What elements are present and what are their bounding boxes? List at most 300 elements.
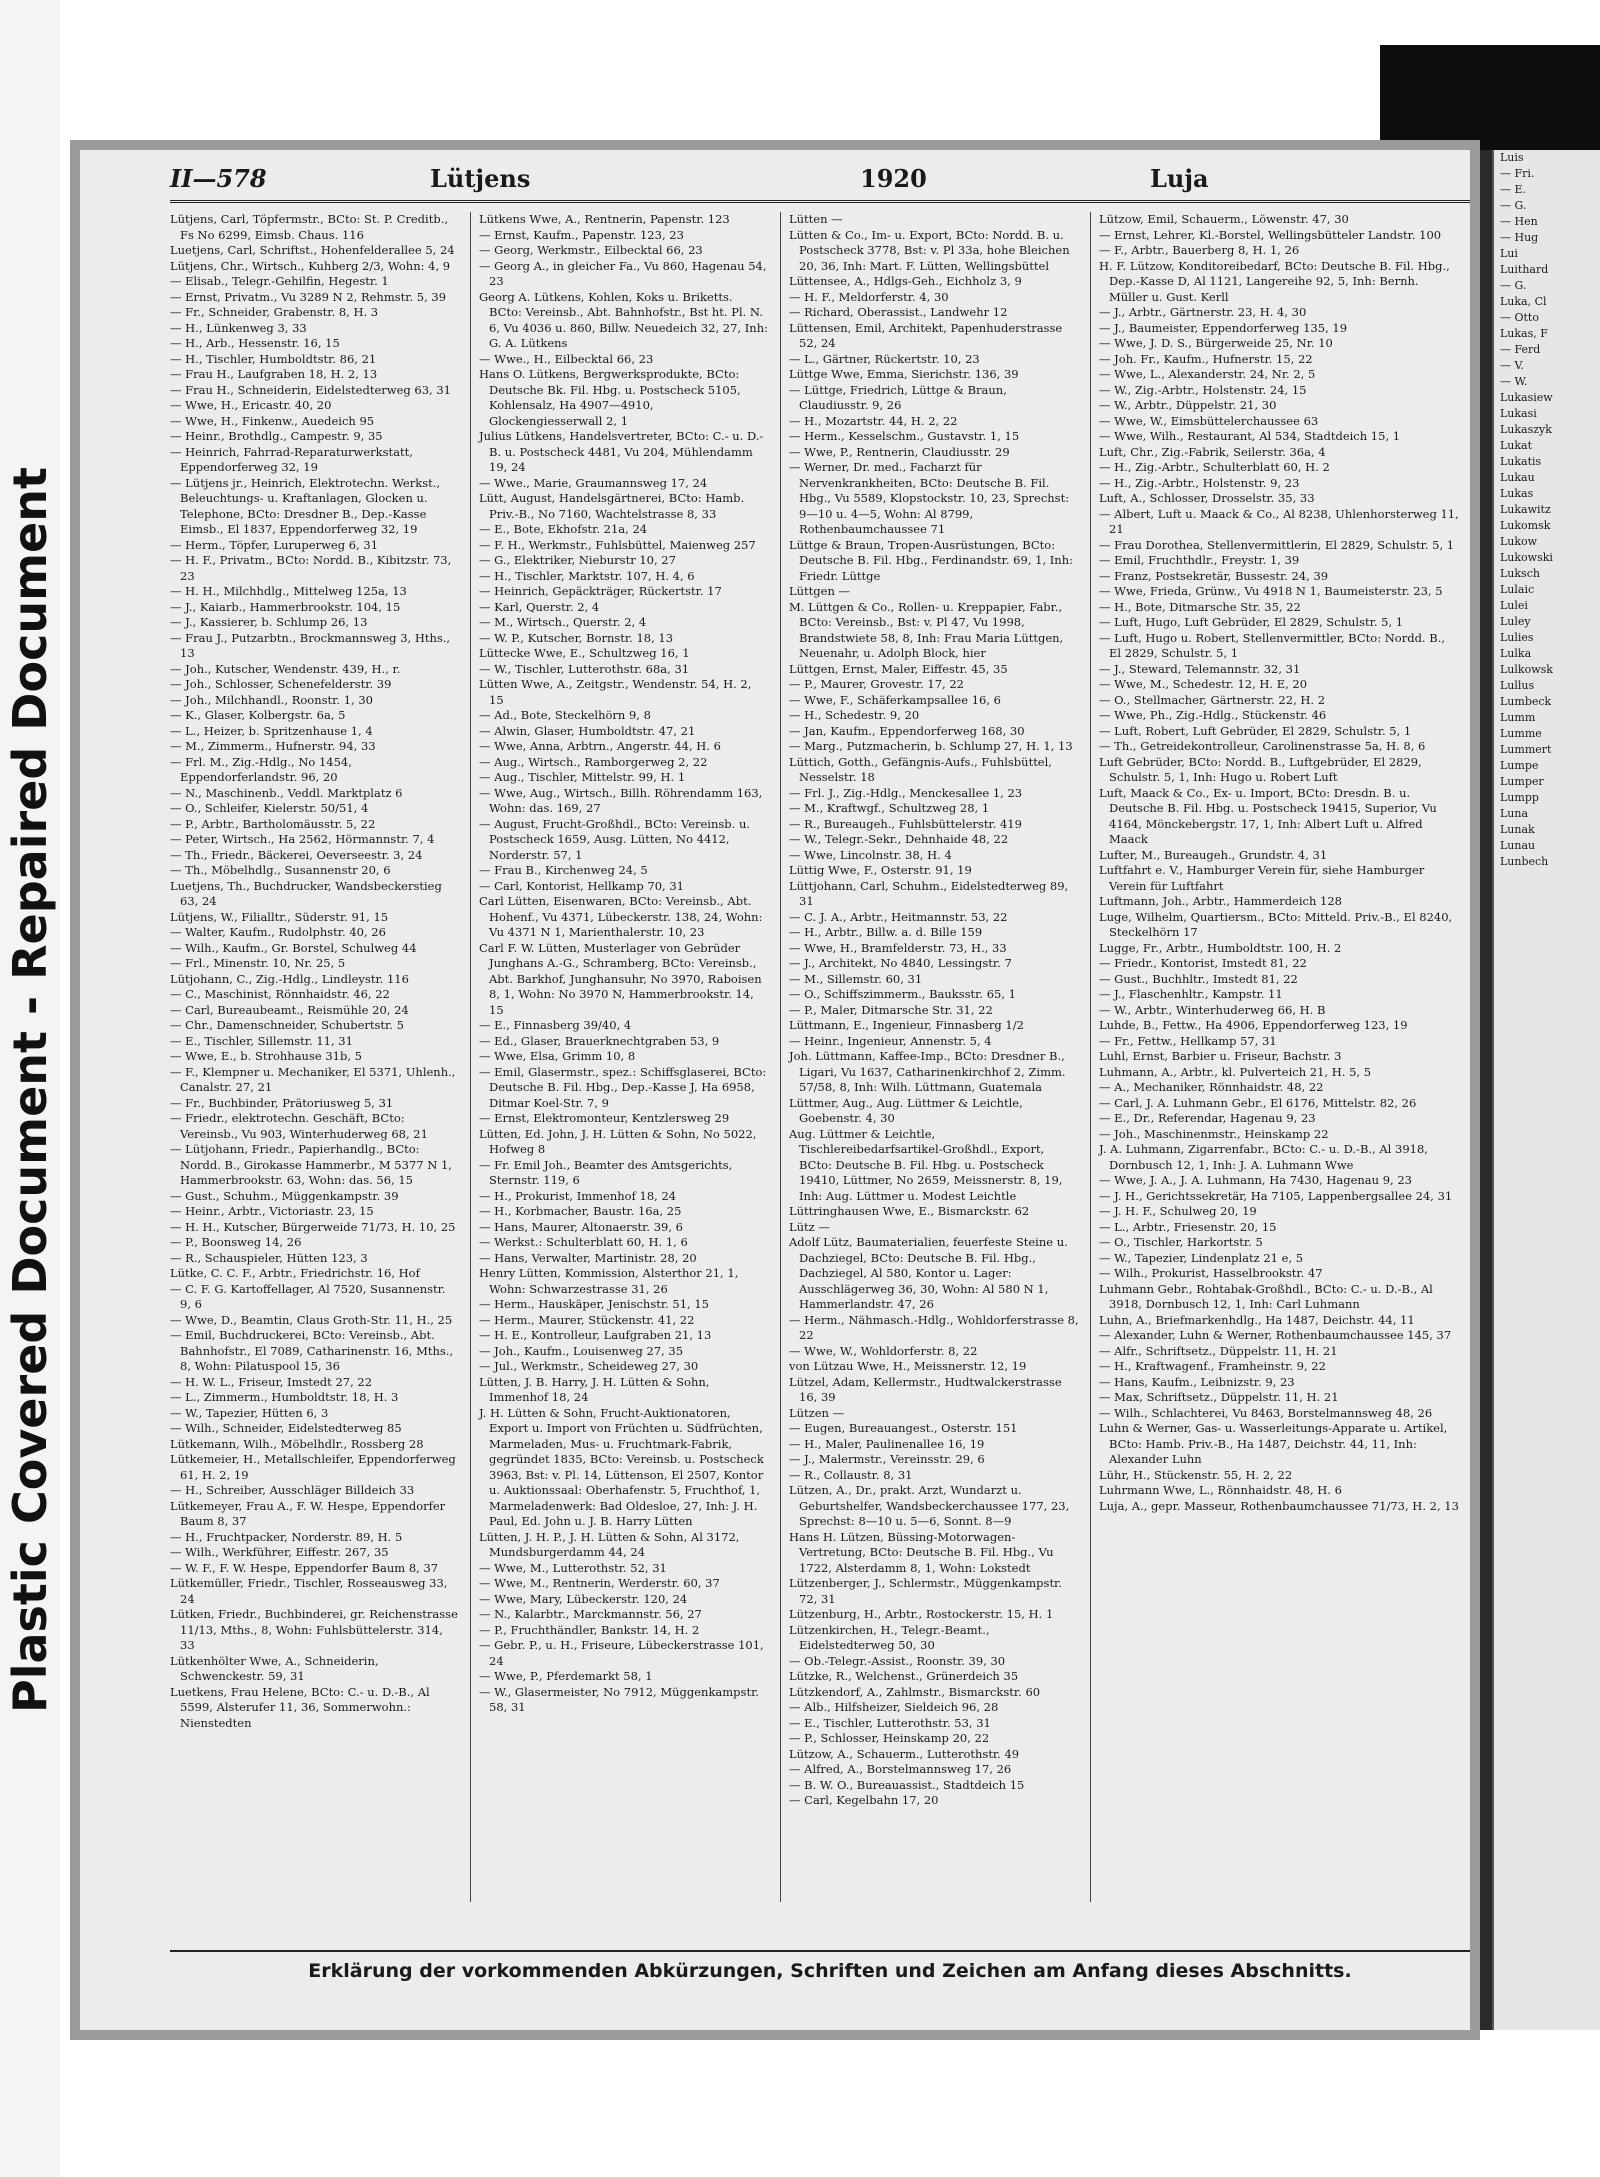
directory-entry: J. A. Luhmann, Zigarrenfabr., BCto: C.- u. D.-B., Al 3918, Dornbusch 12, 1, Inh: J. A. Luhmann Wwe [1099, 1142, 1428, 1172]
directory-entry: Lützenkirchen, H., Telegr.-Beamt., Eidelstedterweg 50, 30 [789, 1622, 990, 1652]
directory-entry: — H., Fruchtpacker, Norderstr. 89, H. 5 [170, 1529, 403, 1544]
directory-entry: Lütten Wwe, A., Zeitgstr., Wendenstr. 54, H. 2, 15 [479, 677, 752, 707]
directory-entry: — E., Finnasberg 39/40, 4 [479, 1018, 632, 1032]
directory-entry: — Herm., Nähmasch.-Hdlg., Wohldorferstrasse 8, 22 [789, 1312, 1079, 1342]
directory-entry: Lüttge & Braun, Tropen-Ausrüstungen, BCto: Deutsche B. Fil. Hbg., Ferdinandstr. 69, 1, Inh: Friedr. Lüttge [789, 537, 1073, 583]
directory-entry: — Joh., Milchhandl., Roonstr. 1, 30 [170, 692, 373, 707]
directory-entry: — W., Tapezier, Lindenplatz 21 e, 5 [1099, 1250, 1304, 1265]
directory-entry: Hans H. Lützen, Büssing-Motorwagen-Vertretung, BCto: Deutsche B. Fil. Hbg., Vu 1722, Alsterdamm 8, 1, Wohn: Lokstedt [789, 1529, 1054, 1575]
directory-entry: — H. H., Milchhdlg., Mittelweg 125a, 13 [170, 584, 407, 598]
directory-entry: Lütjens, Carl, Töpfermstr., BCto: St. P. Creditb., Fs No 6299, Eimsb. Chaus. 116 [170, 212, 448, 242]
adjacent-page-fragment: Lulaic [1500, 583, 1535, 596]
directory-entry: Lütkemann, Wilh., Möbelhdlr., Rossberg 28 [170, 1436, 424, 1451]
adjacent-page-fragment: Lukasiew [1500, 391, 1553, 404]
adjacent-page-fragment: Luithard [1500, 263, 1549, 276]
directory-entry: Luetjens, Th., Buchdrucker, Wandsbeckerstieg 63, 24 [170, 878, 442, 908]
directory-entry: — Alexander, Luhn & Werner, Rothenbaumchaussee 145, 37 [1099, 1328, 1452, 1342]
directory-entry: — K., Glaser, Kolbergstr. 6a, 5 [170, 708, 346, 722]
column-4 [1090, 212, 1459, 1902]
directory-entry: — L., Zimmerm., Humboldtstr. 18, H. 3 [170, 1390, 399, 1404]
directory-entry: — Wilh., Prokurist, Hasselbrookstr. 47 [1099, 1266, 1323, 1280]
adjacent-page-fragment: — Otto [1500, 311, 1539, 324]
directory-entry: — Gebr. P., u. H., Friseure, Lübeckerstrasse 101, 24 [479, 1638, 764, 1668]
directory-entry: — Georg A., in gleicher Fa., Vu 860, Hagenau 54, 23 [479, 258, 767, 288]
directory-entry: — O., Stellmacher, Gärtnerstr. 22, H. 2 [1099, 692, 1326, 707]
adjacent-page-fragment: Lukas [1500, 487, 1534, 500]
directory-entry: — J. H. F., Schulweg 20, 19 [1099, 1204, 1257, 1218]
directory-entry: — Wwe, L., Alexanderstr. 24, Nr. 2, 5 [1099, 367, 1316, 381]
directory-entry: — Wwe, Elsa, Grimm 10, 8 [479, 1049, 636, 1063]
adjacent-page-fragment: — G. [1500, 199, 1527, 212]
directory-entry: Luftmann, Joh., Arbtr., Hammerdeich 128 [1099, 894, 1342, 908]
directory-entry: — Heinr., Ingenieur, Annenstr. 5, 4 [789, 1033, 992, 1048]
adjacent-page-fragment: Lumper [1500, 775, 1544, 788]
directory-entry: Lützel, Adam, Kellermstr., Hudtwalckerstrasse 16, 39 [789, 1374, 1062, 1404]
adjacent-page-fragment: Lulei [1500, 599, 1528, 612]
directory-entry: — W. F., F. W. Hespe, Eppendorfer Baum 8, 37 [170, 1560, 439, 1575]
page-header [170, 160, 1480, 203]
directory-entry: — Hans, Kaufm., Leibnizstr. 9, 23 [1099, 1374, 1295, 1389]
directory-entry: — Ernst, Privatm., Vu 3289 N 2, Rehmstr. 5, 39 [170, 289, 447, 304]
directory-entry: Lütkemeier, H., Metallschleifer, Eppendorferweg 61, H. 2, 19 [170, 1452, 456, 1482]
directory-entry: — Wwe, J. D. S., Bürgerweide 25, Nr. 10 [1099, 336, 1333, 350]
directory-entry: — Wwe, M., Lutterothstr. 52, 31 [479, 1560, 667, 1575]
directory-entry: — Herm., Töpfer, Luruperweg 6, 31 [170, 537, 379, 552]
adjacent-page-fragment: — V. [1500, 359, 1525, 372]
directory-entry: — Jul., Werkmstr., Scheideweg 27, 30 [479, 1359, 699, 1373]
directory-entry: — M., Zimmerm., Hufnerstr. 94, 33 [170, 739, 376, 753]
directory-entry: — Franz, Postsekretär, Bussestr. 24, 39 [1099, 568, 1329, 583]
adjacent-page-fragment: Lukowski [1500, 551, 1553, 564]
directory-entry: — Joh., Maschinenmstr., Heinskamp 22 [1099, 1126, 1329, 1141]
directory-entry: Lüttensen, Emil, Architekt, Papenhuderstrasse 52, 24 [789, 320, 1063, 350]
adjacent-page-fragment: Lukas, F [1500, 327, 1548, 340]
directory-entry: — H., Lünkenweg 3, 33 [170, 320, 307, 335]
adjacent-page-fragment: Lunak [1500, 823, 1535, 836]
directory-entry: — W., Zig.-Arbtr., Holstenstr. 24, 15 [1099, 382, 1307, 397]
directory-entry: Lüttmer, Aug., Aug. Lüttmer & Leichtle, Goebenstr. 4, 30 [789, 1095, 1023, 1125]
directory-entry: — Herm., Maurer, Stückenstr. 41, 22 [479, 1312, 695, 1327]
directory-entry: Lütkens Wwe, A., Rentnerin, Papenstr. 123 [479, 212, 730, 226]
directory-entry: — R., Schauspieler, Hütten 123, 3 [170, 1250, 368, 1265]
abbreviation-note: Erklärung der vorkommenden Abkürzungen, Schriften und Zeichen am Anfang dieses Abschnitts. [170, 1950, 1480, 1990]
dark-corner-block [1380, 45, 1600, 155]
directory-entry: Lütkenhölter Wwe, A., Schneiderin, Schwenckestr. 59, 31 [170, 1653, 379, 1683]
directory-entry: — Frl. J., Zig.-Hdlg., Menckesallee 1, 23 [789, 785, 1023, 800]
directory-entry: — Wwe, Wilh., Restaurant, Al 534, Stadtdeich 15, 1 [1099, 429, 1401, 443]
directory-entry: — F. H., Werkmstr., Fuhlsbüttel, Maienweg 257 [479, 537, 756, 552]
adjacent-page-fragment: — E. [1500, 183, 1527, 196]
adjacent-page-fragment: Lumpp [1500, 791, 1539, 804]
directory-entry: — H., Arbtr., Billw. a. d. Bille 159 [789, 925, 983, 939]
directory-entry: — Wwe, P., Rentnerin, Claudiusstr. 29 [789, 444, 1010, 459]
directory-entry: — W., Telegr.-Sekr., Dehnhaide 48, 22 [789, 832, 1009, 846]
directory-entry: — Wilh., Werkführer, Eiffestr. 267, 35 [170, 1545, 389, 1559]
directory-entry: — B. W. O., Bureauassist., Stadtdeich 15 [789, 1777, 1025, 1792]
directory-entry: Lüttig Wwe, F., Osterstr. 91, 19 [789, 863, 972, 877]
directory-entry: — Georg, Werkmstr., Eilbecktal 66, 23 [479, 243, 703, 257]
directory-entry: — A., Mechaniker, Rönnhaidstr. 48, 22 [1099, 1080, 1324, 1094]
directory-entry: — Fr., Fettw., Hellkamp 57, 31 [1099, 1033, 1277, 1048]
directory-entry: — H., Tischler, Humboldtstr. 86, 21 [170, 351, 377, 366]
adjacent-page-fragment: Luley [1500, 615, 1531, 628]
directory-entry: M. Lüttgen & Co., Rollen- u. Kreppapier, Fabr., BCto: Vereinsb., Bst: v. Pl 47, Vu 1998, Brandstwiete 58, 8, Inh: Frau Maria Lüttgen, Neuenahr, u. Adolph Block, hier [789, 599, 1064, 660]
directory-entry: Luhl, Ernst, Barbier u. Friseur, Bachstr. 3 [1099, 1049, 1342, 1063]
directory-entry: — P., Maurer, Grovestr. 17, 22 [789, 677, 964, 691]
directory-entry: — Wwe, Mary, Lübeckerstr. 120, 24 [479, 1591, 688, 1606]
directory-entry: — H., Kraftwagenf., Framheinstr. 9, 22 [1099, 1359, 1326, 1373]
directory-entry: Luetjens, Carl, Schriftst., Hohenfelderallee 5, 24 [170, 243, 455, 257]
directory-entry: — Th., Getreidekontrolleur, Carolinenstrasse 5a, H. 8, 6 [1099, 739, 1426, 753]
directory-entry: Lüttgen — [789, 584, 851, 598]
directory-entry: — Wwe., H., Eilbecktal 66, 23 [479, 351, 654, 366]
directory-entry: Adolf Lütz, Baumaterialien, feuerfeste Steine u. Dachziegel, BCto: Deutsche B. Fil. Hbg., Dachziegel, Al 580, Kontor u. Lager: Ausschlägerweg 36, 30, Wohn: Al 580 N 1, Hammerlandstr. 47, 26 [789, 1235, 1068, 1311]
directory-entry: Luhmann Gebr., Rohtabak-Großhdl., BCto: C.- u. D.-B., Al 3918, Dornbusch 12, 1, Inh: Carl Luhmann [1099, 1281, 1433, 1311]
adjacent-page-fragment: — W. [1500, 375, 1528, 388]
adjacent-page-fragment: — Hug [1500, 231, 1539, 244]
adjacent-page-fragment: Lukaszyk [1500, 423, 1552, 436]
directory-entry: — Ad., Bote, Steckelhörn 9, 8 [479, 708, 651, 722]
directory-entry: Lütjohann, C., Zig.-Hdlg., Lindleystr. 116 [170, 971, 409, 986]
adjacent-page-fragment: Lui [1500, 247, 1518, 260]
directory-entry: — Joh. Fr., Kaufm., Hufnerstr. 15, 22 [1099, 351, 1313, 366]
directory-entry: Lützen, A., Dr., prakt. Arzt, Wundarzt u. Geburtshelfer, Wandsbeckerchaussee 177, 23, Sprechst: 8—10 u. 5—6, Sonnt. 8—9 [789, 1483, 1070, 1528]
directory-entry: — Friedr., Kontorist, Imstedt 81, 22 [1099, 956, 1307, 970]
directory-entry: — W., Arbtr., Winterhuderweg 66, H. B [1099, 1002, 1326, 1017]
directory-entry: — Wwe, H., Ericastr. 40, 20 [170, 398, 332, 412]
directory-entry: Lütten, J. H. P., J. H. Lütten & Sohn, Al 3172, Mundsburgerdamm 44, 24 [479, 1529, 740, 1559]
adjacent-page-fragment: Lukau [1500, 471, 1535, 484]
adjacent-page-fragment: Lummert [1500, 743, 1552, 756]
directory-entry: — Frl. M., Zig.-Hdlg., No 1454, Eppendorferlandstr. 96, 20 [170, 754, 352, 784]
directory-entry: — C. J. A., Arbtr., Heitmannstr. 53, 22 [789, 909, 1008, 924]
directory-entry: — Wwe, Lincolnstr. 38, H. 4 [789, 847, 952, 862]
adjacent-page-fragment: Lukow [1500, 535, 1538, 548]
directory-entry: von Lützau Wwe, H., Meissnerstr. 12, 19 [789, 1359, 1027, 1373]
directory-entry: — Wilh., Kaufm., Gr. Borstel, Schulweg 44 [170, 940, 417, 955]
directory-entry: — Wwe, J. A., J. A. Luhmann, Ha 7430, Hagenau 9, 23 [1099, 1173, 1412, 1187]
directory-entry: — Max, Schriftsetz., Düppelstr. 11, H. 21 [1099, 1390, 1339, 1404]
directory-entry: — P., Fruchthändler, Bankstr. 14, H. 2 [479, 1622, 700, 1637]
directory-entry: Lützkendorf, A., Zahlmstr., Bismarckstr. 60 [789, 1684, 1041, 1699]
adjacent-page-fragment: — G. [1500, 279, 1527, 292]
directory-entry: — M., Sillemstr. 60, 31 [789, 971, 923, 986]
directory-entry: — H. F., Meldorferstr. 4, 30 [789, 289, 949, 304]
directory-entry: — Herm., Hauskäper, Jenischstr. 51, 15 [479, 1297, 709, 1311]
directory-entry: Carl F. W. Lütten, Musterlager von Gebrüder Junghans A.-G., Schramberg, BCto: Vereinsb., Abt. Barkhof, Junghansuhr, No 3970, Raboisen 8, 1, Wohn: No 3970 N, Hammerbrookstr. 14, 15 [479, 940, 762, 1017]
directory-entry: H. F. Lützow, Konditoreibedarf, BCto: Deutsche B. Fil. Hbg., Dep.-Kasse D, Al 1121, Langereihe 92, 5, Inh: Bernh. Müller u. Gust. Kerll [1099, 258, 1450, 304]
directory-entry: — W., Glasermeister, No 7912, Müggenkampstr. 58, 31 [479, 1684, 759, 1714]
directory-entry: — H., Prokurist, Immenhof 18, 24 [479, 1188, 677, 1203]
directory-entry: — Wwe, W., Wohldorferstr. 8, 22 [789, 1343, 978, 1358]
directory-entry: — Friedr., elektrotechn. Geschäft, BCto: Vereinsb., Vu 903, Winterhuderweg 68, 21 [170, 1111, 428, 1141]
directory-entry: Georg A. Lütkens, Kohlen, Koks u. Briketts. BCto: Vereinsb., Abt. Bahnhofstr., Bst ht. Pl. N. 6, Vu 4036 u. 860, Billw. Neuedeich 32, 27, Inh: G. A. Lütkens [479, 289, 768, 350]
directory-entry: — Luft, Hugo u. Robert, Stellenvermittler, BCto: Nordd. B., El 2829, Schulstr. 5, 1 [1099, 630, 1446, 660]
directory-entry: Lüttmann, E., Ingenieur, Finnasberg 1/2 [789, 1018, 1024, 1032]
directory-entry: — Wwe, P., Pferdemarkt 58, 1 [479, 1669, 653, 1683]
directory-entry: — H., Zig.-Arbtr., Schulterblatt 60, H. 2 [1099, 460, 1330, 474]
directory-entry: — Ernst, Kaufm., Papenstr. 123, 23 [479, 227, 684, 242]
directory-entry: Luhmann, A., Arbtr., kl. Pulverteich 21, H. 5, 5 [1099, 1064, 1372, 1079]
header-left-keyword: Lütjens [430, 164, 531, 193]
directory-entry: — Wilh., Schlachterei, Vu 8463, Borstelmannsweg 48, 26 [1099, 1405, 1433, 1420]
directory-entry: — Hans, Maurer, Altonaerstr. 39, 6 [479, 1219, 683, 1234]
directory-entry: — H., Bote, Ditmarsche Str. 35, 22 [1099, 599, 1301, 614]
directory-entry: — Frau Dorothea, Stellenvermittlerin, El 2829, Schulstr. 5, 1 [1099, 537, 1455, 552]
directory-entry: Lütten & Co., Im- u. Export, BCto: Nordd. B. u. Postscheck 3778, Bst: v. Pl 33a, hohe Bleichen 20, 36, Inh: Mart. F. Lütten, Wellingsbüttel [789, 227, 1070, 273]
directory-entry: Lütjens, Chr., Wirtsch., Kuhberg 2/3, Wohn: 4, 9 [170, 258, 451, 273]
directory-entry: Luhn & Werner, Gas- u. Wasserleitungs-Apparate u. Artikel, BCto: Hamb. Priv.-B., Ha 1487, Deichstr. 44, 11, Inh: Alexander Luhn [1099, 1421, 1448, 1466]
directory-entry: — Carl, Bureaubeamt., Reismühle 20, 24 [170, 1002, 409, 1017]
directory-entry: — P., Maler, Ditmarsche Str. 31, 22 [789, 1002, 993, 1017]
adjacent-page-fragment: Lumm [1500, 711, 1536, 724]
directory-entry: — H., Arb., Hessenstr. 16, 15 [170, 336, 340, 350]
adjacent-page-fragment: Luis [1500, 151, 1524, 164]
directory-entry: Lüttringhausen Wwe, E., Bismarckstr. 62 [789, 1204, 1030, 1218]
directory-entry: — M., Kraftwgf., Schultzweg 28, 1 [789, 801, 990, 815]
directory-entry: — H., Schreiber, Ausschläger Billdeich 33 [170, 1483, 415, 1497]
header-year: 1920 [860, 164, 927, 193]
directory-entry: Lütkemüller, Friedr., Tischler, Rosseausweg 33, 24 [170, 1576, 448, 1606]
directory-entry: — J., Baumeister, Eppendorferweg 135, 19 [1099, 320, 1348, 335]
directory-entry: — C. F. G. Kartoffellager, Al 7520, Susannenstr. 9, 6 [170, 1281, 446, 1311]
directory-entry: — Carl, J. A. Luhmann Gebr., El 6176, Mittelstr. 82, 26 [1099, 1095, 1417, 1110]
adjacent-page-fragment: Lukomsk [1500, 519, 1551, 532]
directory-entry: — Heinr., Arbtr., Victoriastr. 23, 15 [170, 1204, 374, 1218]
directory-entry: Henry Lütten, Kommission, Alsterthor 21, 1, Wohn: Schwarzestrasse 31, 26 [479, 1266, 739, 1296]
directory-entry: Aug. Lüttmer & Leichtle, Tischlereibedarfsartikel-Großhdl., Export, BCto: Deutsche B. Fil. Hbg. u. Postscheck 19410, Lüttmer, No 2659, Meissnerstr. 8, 19, Inh: Aug. Lüttmer u. Modest Leichtle [789, 1126, 1063, 1203]
directory-entry: J. H. Lütten & Sohn, Frucht-Auktionatoren, Export u. Import von Früchten u. Südfrüchten, Marmeladen, Mus- u. Fruchtmark-Fabrik, gegründet 1835, BCto: Vereinsb. u. Postscheck 3963, Bst: v. Pl. 14, Lüttenson, El 2507, Kontor u. Auktionssaal: Oberhafenstr. 5, Fruchthof, 1, Marmeladenwerk: Bad Oldesloe, 27, Inh: J. H. Paul, Ed. John u. J. B. Harry Lütten [479, 1405, 764, 1528]
scanned-page [70, 140, 1480, 2040]
directory-entry: — Wwe, M., Rentnerin, Werderstr. 60, 37 [479, 1576, 720, 1590]
directory-entry: — Lütjohann, Friedr., Papierhandlg., BCto: Nordd. B., Girokasse Hammerbr., M 5377 N 1, Hammerbrookstr. 63, Wohn: das. 56, 15 [170, 1142, 452, 1187]
directory-entry: — Peter, Wirtsch., Ha 2562, Hörmannstr. 7, 4 [170, 832, 435, 846]
directory-entry: Lüttecke Wwe, E., Schultzweg 16, 1 [479, 646, 690, 660]
directory-entry: — E., Tischler, Lutterothstr. 53, 31 [789, 1715, 991, 1730]
directory-entry: — Frau B., Kirchenweg 24, 5 [479, 863, 648, 877]
directory-entry: — Chr., Damenschneider, Schubertstr. 5 [170, 1018, 404, 1032]
directory-entry: — W. P., Kutscher, Bornstr. 18, 13 [479, 630, 674, 645]
directory-entry: — W., Tapezier, Hütten 6, 3 [170, 1405, 329, 1420]
directory-entry: — Wwe, M., Schedestr. 12, H. E, 20 [1099, 677, 1308, 691]
directory-entry: Lüttge Wwe, Emma, Sierichstr. 136, 39 [789, 367, 1019, 381]
directory-entry: — Wwe, Frieda, Grünw., Vu 4918 N 1, Baumeisterstr. 23, 5 [1099, 584, 1443, 598]
page-number: II—578 [170, 164, 267, 193]
directory-entry: Lützen — [789, 1405, 845, 1420]
directory-entry: Luge, Wilhelm, Quartiersm., BCto: Mitteld. Priv.-B., El 8240, Steckelhörn 17 [1099, 909, 1453, 939]
directory-entry: — Marg., Putzmacherin, b. Schlump 27, H. 1, 13 [789, 739, 1073, 753]
directory-entry: — O., Schleifer, Kielerstr. 50/51, 4 [170, 801, 369, 815]
directory-entry: — Ed., Glaser, Brauerknechtgraben 53, 9 [479, 1033, 720, 1048]
directory-entry: — H. F., Privatm., BCto: Nordd. B., Kibitzstr. 73, 23 [170, 553, 452, 583]
adjacent-page-fragment: Lulies [1500, 631, 1534, 644]
directory-entry: — J., Malermstr., Vereinsstr. 29, 6 [789, 1452, 985, 1466]
directory-entry: Lütten, J. B. Harry, J. H. Lütten & Sohn, Immenhof 18, 24 [479, 1374, 710, 1404]
directory-entry: — H., Mozartstr. 44, H. 2, 22 [789, 413, 958, 428]
directory-entry: — Wwe, F., Schäferkampsallee 16, 6 [789, 692, 1001, 707]
adjacent-page-fragment: Lukasi [1500, 407, 1537, 420]
directory-entry: Lüttjohann, Carl, Schuhm., Eidelstedterweg 89, 31 [789, 878, 1069, 908]
directory-entry: — Frau J., Putzarbtn., Brockmannsweg 3, Hths., 13 [170, 630, 451, 660]
adjacent-page-fragment: Lukawitz [1500, 503, 1551, 516]
directory-entry: — J., Arbtr., Gärtnerstr. 23, H. 4, 30 [1099, 305, 1307, 319]
directory-entry: — N., Kalarbtr., Marckmannstr. 56, 27 [479, 1607, 702, 1621]
directory-entry: — Ob.-Telegr.-Assist., Roonstr. 39, 30 [789, 1653, 1006, 1668]
directory-entry: — Heinrich, Fahrrad-Reparaturwerkstatt, Eppendorferweg 32, 19 [170, 444, 413, 474]
directory-entry: Lütkemeyer, Frau A., F. W. Hespe, Eppendorfer Baum 8, 37 [170, 1498, 446, 1528]
directory-entry: Hans O. Lütkens, Bergwerksprodukte, BCto: Deutsche Bk. Fil. Hbg. u. Postscheck 5105, Kohlensalz, Ha 4907—4910, Glockengiesserwall 2, 1 [479, 367, 741, 428]
directory-entry: — R., Bureaugeh., Fuhlsbüttelerstr. 419 [789, 816, 1022, 831]
directory-entry: — Alb., Hilfsheizer, Sieldeich 96, 28 [789, 1700, 999, 1714]
adjacent-page-fragment: Lunbech [1500, 855, 1549, 868]
directory-entry: — Gust., Buchhltr., Imstedt 81, 22 [1099, 971, 1298, 986]
directory-entry: — J., Flaschenhltr., Kampstr. 11 [1099, 987, 1283, 1001]
adjacent-page-fragment: Luna [1500, 807, 1529, 820]
directory-entry: — Herm., Kesselschm., Gustavstr. 1, 15 [789, 429, 1020, 443]
directory-entry: — Richard, Oberassist., Landwehr 12 [789, 305, 1008, 319]
directory-entry: — Walter, Kaufm., Rudolphstr. 40, 26 [170, 925, 386, 939]
directory-entry: Joh. Lüttmann, Kaffee-Imp., BCto: Dresdner B., Ligari, Vu 1637, Catharinenkirchhof 2, Zimm. 57/58, 8, Inh: Wilh. Lüttmann, Guatemala [789, 1049, 1066, 1094]
directory-entry: — Gust., Schuhm., Müggenkampstr. 39 [170, 1188, 399, 1203]
directory-entry: — J., Kassierer, b. Schlump 26, 13 [170, 615, 368, 629]
directory-entry: — Alwin, Glaser, Humboldtstr. 47, 21 [479, 723, 696, 738]
directory-entry: Lützow, A., Schauerm., Lutterothstr. 49 [789, 1746, 1020, 1761]
directory-entry: — Emil, Fruchthdlr., Freystr. 1, 39 [1099, 553, 1300, 567]
adjacent-page-fragment: Lulkowsk [1500, 663, 1553, 676]
directory-entry: Lüttensee, A., Hdlgs-Geh., Eichholz 3, 9 [789, 274, 1022, 288]
directory-entry: Lützow, Emil, Schauerm., Löwenstr. 47, 30 [1099, 212, 1349, 226]
directory-entry: — C., Maschinist, Rönnhaidstr. 46, 22 [170, 987, 390, 1001]
adjacent-page-fragment: — Fri. [1500, 167, 1535, 180]
directory-entry: Luft, A., Schlosser, Drosselstr. 35, 33 [1099, 491, 1315, 505]
directory-entry: — W., Arbtr., Düppelstr. 21, 30 [1099, 398, 1277, 412]
directory-entry: Carl Lütten, Eisenwaren, BCto: Vereinsb., Abt. Hohenf., Vu 4371, Lübeckerstr. 138, 24, Wohn: Vu 4371 N 1, Marienthalerstr. 10, 23 [479, 894, 763, 939]
directory-entry: Luft, Maack & Co., Ex- u. Import, BCto: Dresdn. B. u. Deutsche B. Fil. Hbg. u. Postscheck 19415, Superior, Vu 4164, Mönckebergstr. 17, 1, Inh: Albert Luft u. Alfred Maack [1099, 785, 1437, 846]
directory-entry: Julius Lütkens, Handelsvertreter, BCto: C.- u. D.-B. u. Postscheck 4481, Vu 204, Mühlendamm 19, 24 [479, 429, 764, 474]
directory-entry: Luft, Chr., Zig.-Fabrik, Seilerstr. 36a, 4 [1099, 444, 1326, 459]
adjacent-page-fragment: — Hen [1500, 215, 1538, 228]
directory-entry: — Th., Friedr., Bäckerei, Oeverseestr. 3, 24 [170, 847, 423, 862]
directory-entry: Lützenburg, H., Arbtr., Rostockerstr. 15, H. 1 [789, 1607, 1054, 1621]
side-margin [0, 0, 60, 2177]
directory-entry: — M., Wirtsch., Querstr. 2, 4 [479, 615, 647, 629]
directory-entry: Luetkens, Frau Helene, BCto: C.- u. D.-B., Al 5599, Alsterufer 11, 36, Sommerwohn.: Nienstedten [170, 1684, 430, 1730]
directory-entry: — Joh., Schlosser, Schenefelderstr. 39 [170, 677, 392, 691]
directory-entry: — L., Arbtr., Friesenstr. 20, 15 [1099, 1219, 1277, 1234]
directory-entry: — Fr. Emil Joh., Beamter des Amtsgerichts, Sternstr. 119, 6 [479, 1157, 733, 1187]
directory-entry: — Alfred, A., Borstelmannsweg 17, 26 [789, 1762, 1012, 1776]
directory-entry: — Lütjens jr., Heinrich, Elektrotechn. Werkst., Beleuchtungs- u. Kraftanlagen, Glocken u. Telephone, BCto: Dresdner B., Dep.-Kasse Eimsb., El 1837, Eppendorferweg 32, 19 [170, 475, 441, 536]
directory-entry: — H., Maler, Paulinenallee 16, 19 [789, 1436, 985, 1451]
directory-entry: Lützke, R., Welchenst., Grünerdeich 35 [789, 1669, 1019, 1683]
directory-entry: — Wwe, W., Eimsbüttelerchaussee 63 [1099, 413, 1319, 428]
directory-entry: — Luft, Hugo, Luft Gebrüder, El 2829, Schulstr. 5, 1 [1099, 615, 1404, 629]
directory-entry: — F., Arbtr., Bauerberg 8, H. 1, 26 [1099, 243, 1300, 257]
directory-entry: Lütt, August, Handelsgärtnerei, BCto: Hamb. Priv.-B., No 7160, Wachtelstrasse 8, 33 [479, 491, 745, 521]
directory-entry: — Wwe, Anna, Arbtrn., Angerstr. 44, H. 6 [479, 739, 721, 753]
directory-entry: — Wwe, Ph., Zig.-Hdlg., Stückenstr. 46 [1099, 708, 1327, 722]
directory-entry: — P., Arbtr., Bartholomäusstr. 5, 22 [170, 816, 376, 831]
directory-entry: Lütten — [789, 212, 843, 226]
directory-entry: — Luft, Robert, Luft Gebrüder, El 2829, Schulstr. 5, 1 [1099, 723, 1412, 738]
directory-entry: — Elisab., Telegr.-Gehilfin, Hegestr. 1 [170, 274, 389, 288]
directory-entry: — Hans, Verwalter, Martinistr. 28, 20 [479, 1250, 697, 1265]
side-label: Plastic Covered Document - Repaired Document [3, 467, 57, 1713]
directory-entry: — Wwe, D., Beamtin, Claus Groth-Str. 11, H., 25 [170, 1312, 453, 1327]
directory-entry: — Carl, Kegelbahn 17, 20 [789, 1793, 939, 1807]
directory-entry: — J., Architekt, No 4840, Lessingstr. 7 [789, 956, 1012, 970]
directory-entry: — L., Gärtner, Rückertstr. 10, 23 [789, 351, 980, 366]
directory-entry: — Fr., Buchbinder, Prätoriusweg 5, 31 [170, 1095, 394, 1110]
directory-entry: — J., Steward, Telemannstr. 32, 31 [1099, 661, 1301, 676]
directory-entry: Lufter, M., Bureaugeh., Grundstr. 4, 31 [1099, 847, 1328, 862]
directory-entry: Lugge, Fr., Arbtr., Humboldtstr. 100, H. 2 [1099, 940, 1342, 955]
directory-entry: — Aug., Tischler, Mittelstr. 99, H. 1 [479, 770, 686, 784]
directory-entry: — Emil, Glasermstr., spez.: Schiffsglaserei, BCto: Deutsche B. Fil. Hbg., Dep.-Kasse J, Ha 6958, Ditmar Koel-Str. 7, 9 [479, 1064, 767, 1110]
adjacent-page-fragment: Lukatis [1500, 455, 1542, 468]
adjacent-page-fragment: — Ferd [1500, 343, 1541, 356]
directory-entry: — Wilh., Schneider, Eidelstedterweg 85 [170, 1421, 402, 1435]
directory-entry: — Karl, Querstr. 2, 4 [479, 599, 600, 614]
directory-entry: — Th., Möbelhdlg., Susannenstr 20, 6 [170, 863, 391, 877]
directory-entry: — E., Dr., Referendar, Hagenau 9, 23 [1099, 1111, 1316, 1125]
directory-entry: — Wwe., Marie, Graumannsweg 17, 24 [479, 475, 708, 490]
directory-entry: — N., Maschinenb., Veddl. Marktplatz 6 [170, 785, 403, 800]
directory-entry: — H., Schedestr. 9, 20 [789, 708, 920, 722]
top-corner [1350, 0, 1600, 50]
directory-entry: — Wwe, H., Finkenw., Auedeich 95 [170, 413, 375, 428]
directory-entry: — Werner, Dr. med., Facharzt für Nervenkrankheiten, BCto: Deutsche B. Fil. Hbg., Vu 5589, Klopstockstr. 10, 23, Sprechst: 9—10 u. 4—5, Wohn: Al 8799, Rothenbaumchaussee 71 [789, 460, 1070, 536]
directory-entry: — J., Kaiarb., Hammerbrookstr. 104, 15 [170, 599, 401, 614]
directory-entry: — E., Tischler, Sillemstr. 11, 31 [170, 1033, 353, 1048]
directory-entry: — E., Bote, Ekhofstr. 21a, 24 [479, 522, 648, 536]
page-gutter [1480, 150, 1492, 2030]
adjacent-page-edge [1492, 150, 1600, 2030]
directory-entry: — H., Korbmacher, Baustr. 16a, 25 [479, 1204, 682, 1218]
directory-entry: Luja, A., gepr. Masseur, Rothenbaumchaussee 71/73, H. 2, 13 [1099, 1498, 1459, 1513]
directory-entry: — Jan, Kaufm., Eppendorferweg 168, 30 [789, 723, 1025, 738]
directory-entry: — Frl., Minenstr. 10, Nr. 25, 5 [170, 956, 346, 970]
adjacent-page-fragment: Luka, Cl [1500, 295, 1547, 308]
directory-entry: — Alfr., Schriftsetz., Düppelstr. 11, H. 21 [1099, 1343, 1338, 1358]
directory-entry: Lütten, Ed. John, J. H. Lütten & Sohn, No 5022, Hofweg 8 [479, 1126, 757, 1156]
directory-entry: — H., Tischler, Marktstr. 107, H. 4, 6 [479, 568, 695, 583]
directory-entry: — Ernst, Elektromonteur, Kentzlersweg 29 [479, 1111, 730, 1125]
directory-entry: Lütke, C. C. F., Arbtr., Friedrichstr. 16, Hof [170, 1266, 420, 1280]
directory-entry: Luftfahrt e. V., Hamburger Verein für, siehe Hamburger Verein für Luftfahrt [1099, 863, 1425, 893]
header-right-keyword: Luja [1150, 164, 1209, 193]
directory-entry: — Eugen, Bureauangest., Osterstr. 151 [789, 1421, 1018, 1435]
directory-entry: Lüttgen, Ernst, Maler, Eiffestr. 45, 35 [789, 661, 1008, 676]
directory-entry: — August, Frucht-Großhdl., BCto: Vereinsb. u. Postscheck 1659, Ausg. Lütten, No 4412, Norderstr. 57, 1 [479, 816, 751, 862]
directory-entry: — Carl, Kontorist, Hellkamp 70, 31 [479, 878, 684, 893]
directory-entry: — W., Tischler, Lutterothstr. 68a, 31 [479, 661, 690, 676]
directory-entry: — Frau H., Laufgraben 18, H. 2, 13 [170, 367, 378, 381]
directory-entry: — Wwe, E., b. Strohhause 31b, 5 [170, 1049, 362, 1063]
directory-entry: — Emil, Buchdruckerei, BCto: Vereinsb., Abt. Bahnhofstr., El 7089, Catharinenstr. 16, Mths., 8, Wohn: Pilatuspool 15, 36 [170, 1328, 454, 1373]
directory-entry: Luhde, B., Fettw., Ha 4906, Eppendorferweg 123, 19 [1099, 1018, 1408, 1032]
directory-entry: — Aug., Wirtsch., Ramborgerweg 2, 22 [479, 754, 708, 769]
directory-entry: — Heinrich, Gepäckträger, Rückertstr. 17 [479, 584, 722, 598]
directory-entry: — G., Elektriker, Nieburstr 10, 27 [479, 553, 676, 567]
directory-entry: — P., Schlosser, Heinskamp 20, 22 [789, 1731, 990, 1745]
directory-entry: Luft Gebrüder, BCto: Nordd. B., Luftgebrüder, El 2829, Schulstr. 5, 1, Inh: Hugo u. Robert Luft [1099, 754, 1422, 784]
directory-entry: — Frau H., Schneiderin, Eidelstedterweg 63, 31 [170, 382, 451, 397]
directory-entry: — Wwe, H., Bramfelderstr. 73, H., 33 [789, 940, 1007, 955]
directory-entry: — Werkst.: Schulterblatt 60, H. 1, 6 [479, 1235, 688, 1249]
column-3 [780, 212, 1079, 1902]
directory-entry: — Ernst, Lehrer, Kl.-Borstel, Wellingsbütteler Landstr. 100 [1099, 227, 1442, 242]
